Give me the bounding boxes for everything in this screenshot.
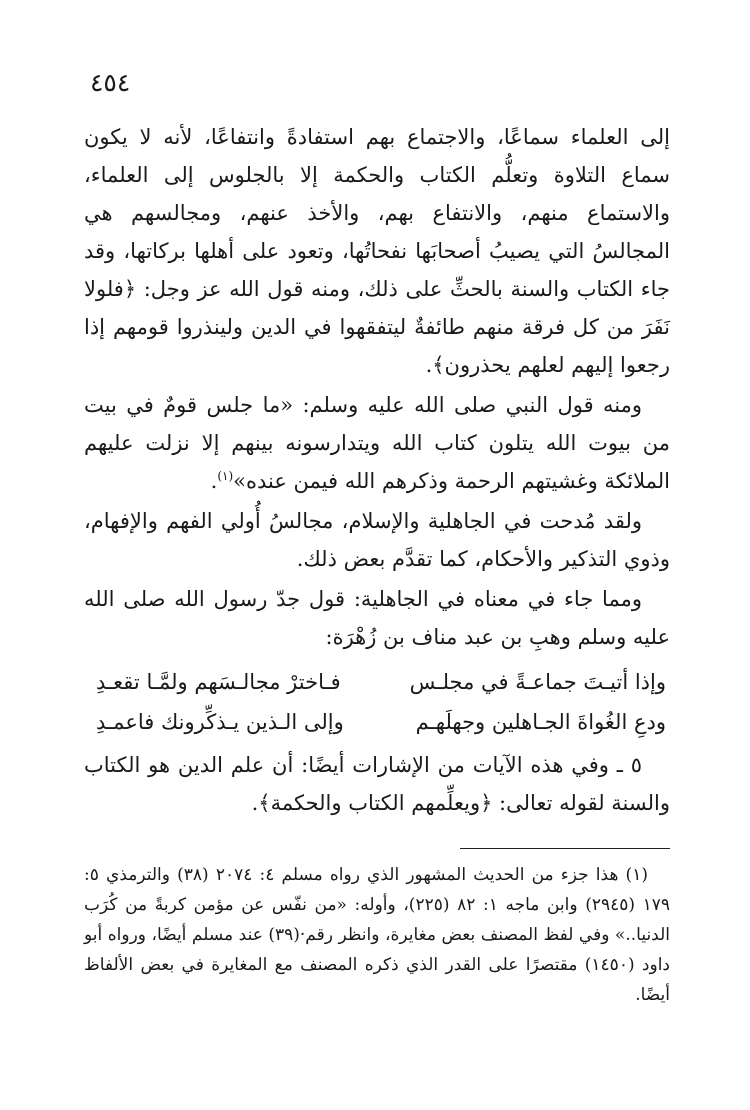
footnotes	[84, 860, 670, 1010]
footnote-1: (١) هذا جزء من الحديث المشهور الذي رواه مسلم ٤: ٢٠٧٤ (٣٨) والترمذي ٥: ١٧٩ (٢٩٤٥) وابن ماجه ١: ٨٢ (٢٢٥)، وأوله: «من نفّس عن مؤمن كربةً من كُرَب الدنيا..» وفي لفظ المصنف بعض مغايرة، وانظر رقم·(٣٩) عند مسلم أيضًا، ورواه أبو داود (١٤٥٠) مقتصرًا على القدر الذي ذكره المصنف مع المغايرة في بعض الألفاظ أيضًا.	[84, 865, 671, 1005]
footnote-marker: (١)	[217, 469, 234, 483]
verse-first-hemistich: وإذا أتيـتَ جماعـةً في مجلـس	[409, 670, 666, 694]
page-number: ٤٥٤	[90, 68, 131, 97]
poem	[84, 662, 670, 742]
paragraph-5: ٥ ـ وفي هذه الآيات من الإشارات أيضًا: أن علم الدين هو الكتاب والسنة لقوله تعالى: ﴿ويعلِّمهم الكتاب والحكمة﴾.	[84, 753, 670, 815]
paragraph-3: ولقد مُدحت في الجاهلية والإسلام، مجالسُ أُولي الفهم والإفهام، وذوي التذكير والأحكام، كما تقدَّم بعض ذلك.	[84, 509, 670, 571]
paragraph-2: ومنه قول النبي صلى الله عليه وسلم: «ما جلس قومٌ في بيت من بيوت الله يتلون كتاب الله ويتدارسونه بينهم إلا نزلت عليهم الملائكة وغشيتهم الرحمة وذكرهم الله فيمن عنده»$^{(١)}$.	[84, 393, 670, 493]
paragraph-2-text: ومنه قول النبي صلى الله عليه وسلم: «ما جلس قومٌ في بيت من بيوت الله يتلون كتاب الله ويتدارسونه بينهم إلا نزلت عليهم الملائكة وغشيتهم الرحمة وذكرهم الله فيمن عنده»	[84, 393, 670, 493]
paragraph-1: إلى العلماء سماعًا، والاجتماع بهم استفادةً وانتفاعًا، لأنه لا يكون سماع التلاوة وتعلُّم الكتاب والحكمة إلا بالجلوس إلى العلماء، والاستماع منهم، والانتفاع بهم، والأخذ عنهم، ومجالسهم هي المجالسُ التي يصيبُ أصحابَها نفحاتُها، وتعود على أهلها بركاتها، وقد جاء الكتاب والسنة بالحثِّ على ذلك، ومنه قول الله عز وجل: ﴿فلولا نَفَرَ من كل فرقة منهم طائفةٌ ليتفقهوا في الدين ولينذروا قومهم إذا رجعوا إليهم لعلهم يحذرون﴾.	[84, 125, 670, 377]
verse-second-hemistich: فـاخترْ مجالـسَهم ولمَّـا تقعـدِ	[96, 670, 341, 694]
main-text	[84, 118, 670, 822]
verse-first-hemistich: ودعِ الغُواةَ الجـاهلين وجهلَهـم	[415, 710, 666, 734]
poem-verse	[84, 702, 670, 742]
poem-verse	[84, 662, 670, 702]
footnote-divider	[460, 848, 670, 849]
verse-second-hemistich: وإلى الـذين يـذكِّرونك فاعمـدِ	[96, 710, 344, 734]
paragraph-4: ومما جاء في معناه في الجاهلية: قول جدّ رسول الله صلى الله عليه وسلم وهبِ بن عبد مناف بن زُهْرَة:	[84, 587, 670, 649]
